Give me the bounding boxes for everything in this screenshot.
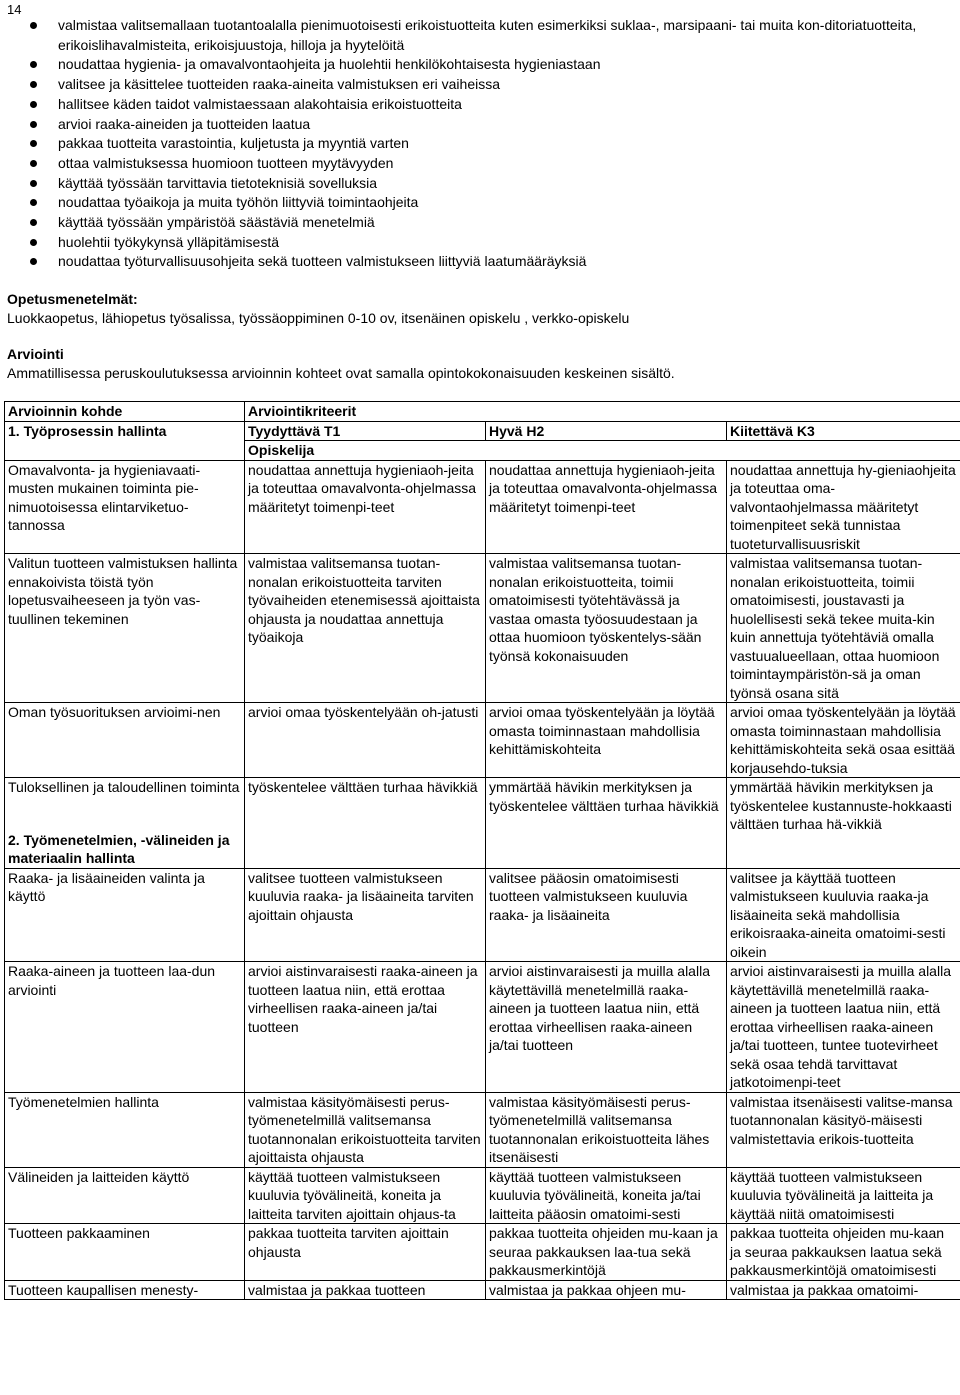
table-row [5,962,960,1093]
criteria-h2: pakkaa tuotteita ohjeiden mu-kaan ja seuraa pakkauksen laa-tua sekä pakkausmerkintöjä [486,1224,727,1281]
criteria-t1: valmistaa valitsemansa tuotan-nonalan erikoistuotteita tarviten työvaiheiden etenemisessä ajoittaista ohjausta ja noudattaa annettuja työaikoja [245,554,486,703]
criteria-k3: valitsee ja käyttää tuotteen valmistukseen kuuluvia raaka-ja lisäaineita sekä mahdollisia erikoisraaka-aineita omatoimi-sesti oikein [727,868,960,962]
criteria-t1: käyttää tuotteen valmistukseen kuuluvia työvälineitä, koneita ja laitteita tarviten ajoittain ohjaus-ta [245,1167,486,1224]
table-row [5,1092,960,1167]
criteria-h2: noudattaa annettuja hygieniaoh-jeita ja toteuttaa omavalvonta-ohjelmassa määritetyt toimenpi-teet [486,460,727,554]
criteria-t1: työskentelee välttäen turhaa hävikkiä [245,778,486,869]
table-header-row [5,402,960,422]
criteria-k3: pakkaa tuotteita ohjeiden mu-kaan ja seuraa pakkauksen laatua sekä pakkausmerkintöjä omatoimisesti [727,1224,960,1281]
criteria-t1: valmistaa käsityömäisesti perus-työmenetelmillä valitsemansa tuotannonalan erikoistuotteita tarviten ajoittaista ohjausta [245,1092,486,1167]
assessment-target: Raaka- ja lisäaineiden valinta ja käyttö [5,868,245,962]
assessment-table [4,401,960,1300]
list-item: arvioi raaka-aineiden ja tuotteiden laatua [0,115,955,135]
page-number: 14 [7,2,22,17]
list-item: noudattaa työturvallisuusohjeita sekä tuotteen valmistukseen liittyviä laatumääräyksiä [0,252,955,272]
table-row [5,703,960,778]
list-item: valitsee ja käsittelee tuotteiden raaka-aineita valmistuksen eri vaiheissa [0,75,955,95]
assessment-target: Välineiden ja laitteiden käyttö [5,1167,245,1224]
table-row [5,554,960,703]
criteria-t1: pakkaa tuotteita tarviten ajoittain ohjausta [245,1224,486,1281]
table-row [5,1167,960,1224]
evaluation-heading: Arviointi [7,346,64,362]
list-item: käyttää työssään ympäristöä säästäviä menetelmiä [0,213,955,233]
assessment-target: Tuotteen pakkaaminen [5,1224,245,1281]
section-heading: 1. Työprosessin hallinta [5,421,245,460]
subject-label: Opiskelija [245,441,960,461]
assessment-criteria-header: Arviointikriteerit [245,402,960,422]
criteria-t1: arvioi omaa työskentelyään oh-jatusti [245,703,486,778]
list-item: noudattaa työaikoja ja muita työhön liittyviä toimintaohjeita [0,193,955,213]
criteria-h2: valmistaa käsityömäisesti perus-työmenetelmillä valitsemansa tuotannonalan erikoistuotteita lähes itsenäisesti [486,1092,727,1167]
criteria-k3: arvioi aistinvaraisesti ja muilla alalla käytettävillä menetelmillä raaka-aineen ja tuotteen laatua niin, että erottaa virheellisen raaka-aineen ja/tai tuotteen, tuntee tuotevirheet sekä osaa tehdä tarvittavat jatkotoimenpi-teet [727,962,960,1093]
evaluation-text: Ammatillisessa peruskoulutuksessa arvioinnin kohteet ovat samalla opintokokonaisuuden keskeinen sisältö. [7,364,675,381]
list-item: valmistaa valitsemallaan tuotantoalalla pienimuotoisesti erikoistuotteita kuten esimerkiksi suklaa-, marsipaani- tai muita kon-ditoriatuotteita, erikoislihavalmisteita, erikoisjuustoja, hilloja ja hyytelöitä [0,16,955,55]
criteria-t1: noudattaa annettuja hygieniaoh-jeita ja toteuttaa omavalvonta-ohjelmassa määritetyt toimenpi-teet [245,460,486,554]
criteria-t1: valitsee tuotteen valmistukseen kuuluvia raaka- ja lisäaineita tarviten ajoittain ohjausta [245,868,486,962]
teaching-methods-section [7,290,955,327]
criteria-h2: valmistaa valitsemansa tuotan-nonalan erikoistuotteita, toimii omatoimisesti työtehtävässä ja vastaa omasta työosuudestaan ja ottaa huomioon työskentelys-sään työnsä kokonaisuuden [486,554,727,703]
teaching-methods-heading: Opetusmenetelmät: [7,291,138,307]
criteria-h2: valmistaa ja pakkaa ohjeen mu- [486,1280,727,1300]
criteria-k3: ymmärtää hävikin merkityksen ja työskentelee kustannuste-hokkaasti välttäen turhaa hä-vikkiä [727,778,960,869]
assessment-target-header: Arvioinnin kohde [5,402,245,422]
list-item: noudattaa hygienia- ja omavalvontaohjeita ja huolehtii henkilökohtaisesta hygieniastaan [0,55,955,75]
criteria-k3: valmistaa itsenäisesti valitse-mansa tuotannonalan käsityö-mäisesti valmistettavia erikois-tuotteita [727,1092,960,1167]
assessment-target: Tuotteen kaupallisen menesty- [5,1280,245,1300]
table-row [5,868,960,962]
criteria-k3: valmistaa ja pakkaa omatoimi- [727,1280,960,1300]
table-row [5,1224,960,1281]
list-item: huolehtii työkykynsä ylläpitämisestä [0,233,955,253]
grade-header-row [5,421,960,441]
criteria-h2: valitsee pääosin omatoimisesti tuotteen valmistukseen kuuluvia raaka- ja lisäaineita [486,868,727,962]
table-row [5,1280,960,1300]
assessment-target: Työmenetelmien hallinta [5,1092,245,1167]
grade-k3-header: Kiitettävä K3 [727,421,960,441]
criteria-h2: ymmärtää hävikin merkityksen ja työskentelee välttäen turhaa hävikkiä [486,778,727,869]
assessment-target: Oman työsuorituksen arvioimi-nen [5,703,245,778]
criteria-h2: käyttää tuotteen valmistukseen kuuluvia työvälineitä, koneita ja/tai laitteita pääosin omatoimi-sesti [486,1167,727,1224]
criteria-h2: arvioi aistinvaraisesti ja muilla alalla käytettävillä menetelmillä raaka-aineen ja tuotteen laatua niin, että erottaa virheellisen raaka-aineen ja/tai tuotteen [486,962,727,1093]
list-item: hallitsee käden taidot valmistaessaan alakohtaisia erikoistuotteita [0,95,955,115]
list-item: ottaa valmistuksessa huomioon tuotteen myytävyyden [0,154,955,174]
table-row [5,778,960,869]
grade-t1-header: Tyydyttävä T1 [245,421,486,441]
assessment-target: Raaka-aineen ja tuotteen laa-dun arviointi [5,962,245,1093]
section-heading: 2. Työmenetelmien, -välineiden ja materiaalin hallinta [8,831,230,866]
criteria-k3: käyttää tuotteen valmistukseen kuuluvia työvälineitä ja laitteita ja käyttää niitä omatoimisesti [727,1167,960,1224]
learning-goals-list [0,16,955,272]
assessment-target: Omavalvonta- ja hygieniavaati-musten mukainen toiminta pie-nimuotoisessa elintarviketuo-tannossa [5,460,245,554]
teaching-methods-text: Luokkaopetus, lähiopetus työsalissa, työssäoppiminen 0-10 ov, itsenäinen opiskelu , verkko-opiskelu [7,309,630,326]
list-item: pakkaa tuotteita varastointia, kuljetusta ja myyntiä varten [0,134,955,154]
evaluation-section [7,345,955,382]
criteria-k3: valmistaa valitsemansa tuotan-nonalan erikoistuotteita, toimii omatoimisesti, joustavasti ja huolellisesti sekä tekee muita-kin kuin annettuja työtehtäviä omalla vastuualueellaan, ottaa huomioon toimintaympäristön-sä ja oman työnsä osana sitä [727,554,960,703]
list-item: käyttää työssään tarvittavia tietoteknisiä sovelluksia [0,174,955,194]
criteria-k3: noudattaa annettuja hy-gieniaohjeita ja toteuttaa oma-valvontaohjelmassa määritetyt toimenpiteet sekä tunnistaa tuoteturvallisuusriskit [727,460,960,554]
assessment-target: Tuloksellinen ja taloudellinen toiminta 2. Työmenetelmien, -välineiden ja materiaalin hallinta [5,778,245,869]
criteria-t1: valmistaa ja pakkaa tuotteen [245,1280,486,1300]
assessment-target: Valitun tuotteen valmistuksen hallinta ennakoivista töistä työn lopetusvaiheeseen ja työn vas-tuullinen tekeminen [5,554,245,703]
grade-h2-header: Hyvä H2 [486,421,727,441]
criteria-k3: arvioi omaa työskentelyään ja löytää omasta toiminnastaan mahdollisia kehittämiskohteita sekä osaa esittää korjausehdo-tuksia [727,703,960,778]
table-row [5,460,960,554]
criteria-t1: arvioi aistinvaraisesti raaka-aineen ja tuotteen laatua niin, että erottaa virheellisen raaka-aineen ja/tai tuotteen [245,962,486,1093]
criteria-h2: arvioi omaa työskentelyään ja löytää omasta toiminnastaan mahdollisia kehittämiskohteita [486,703,727,778]
